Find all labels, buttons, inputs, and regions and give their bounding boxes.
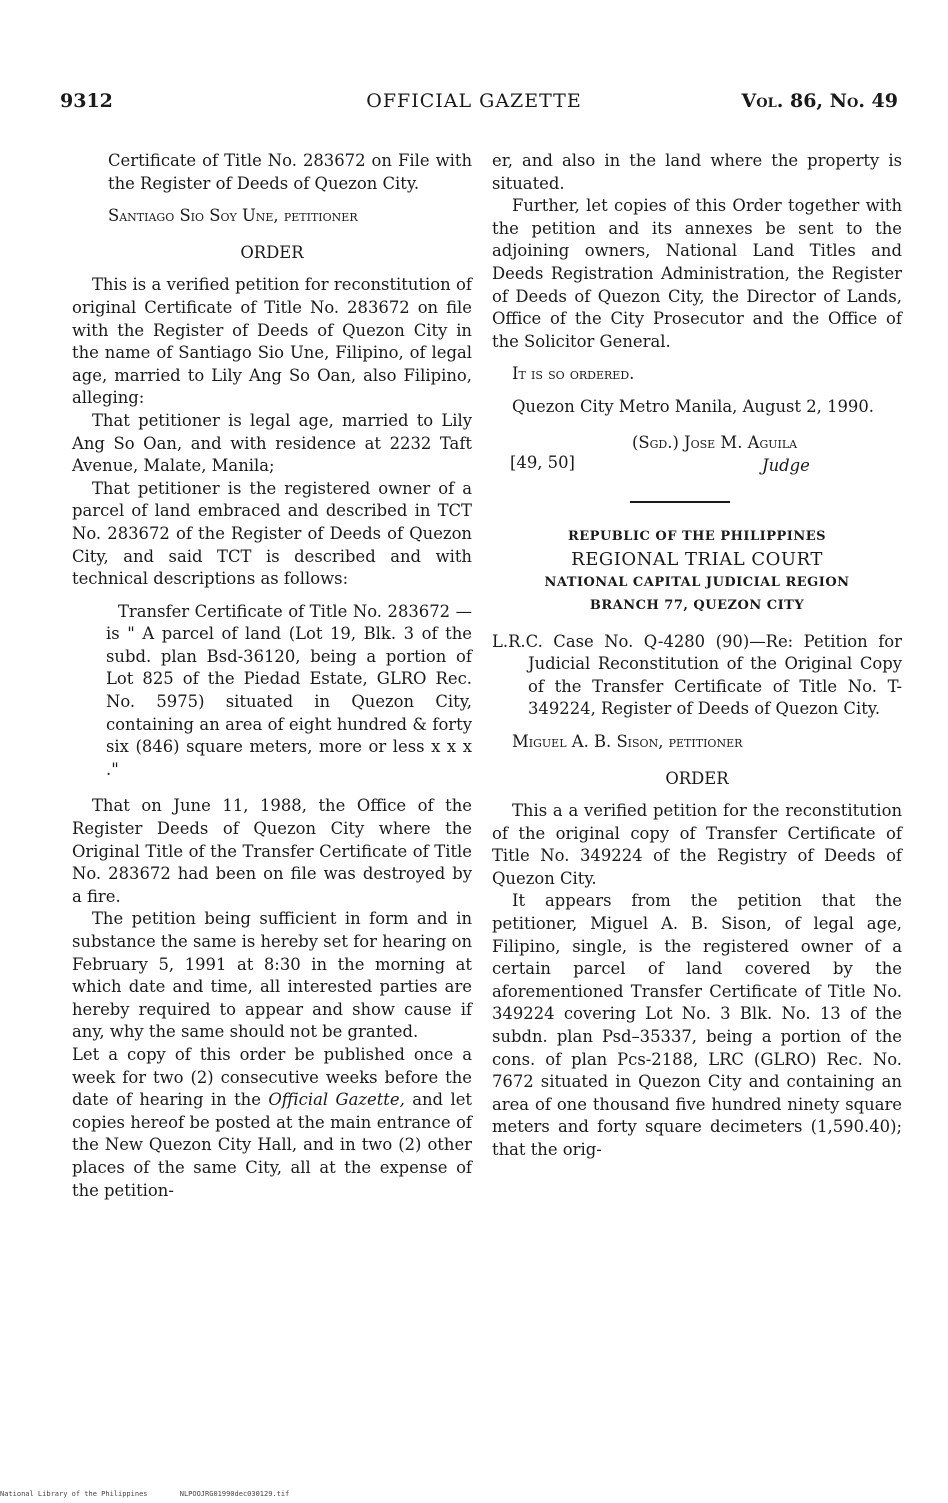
right-column xyxy=(492,150,902,1162)
continued-text: er, and also in the land where the property is situated. xyxy=(492,151,902,193)
scan-footer xyxy=(0,1490,317,1498)
left-column xyxy=(72,150,472,1202)
court-republic: REPUBLIC OF THE PHILIPPINES xyxy=(567,528,827,544)
order-heading: ORDER xyxy=(665,768,729,788)
volume-number: Vol. 86, No. 49 xyxy=(741,90,898,112)
court-branch: BRANCH 77, QUEZON CITY xyxy=(589,597,805,613)
publication-paragraph: Let a copy of this order be published once a week for two (2) consecutive weeks before the date of hearing in the Official Gazette, and let copies hereof be posted at the main entrance of the New Quezon City Hall, and in two (2) other places of the same City, all at the expense of the petition- xyxy=(72,1044,472,1200)
court-region: NATIONAL CAPITAL JUDICIAL REGION xyxy=(544,574,850,590)
section-divider xyxy=(630,501,730,503)
petitioner-line: Miguel A. B. Sison, petitioner xyxy=(512,731,743,751)
judge-title: Judge xyxy=(762,455,810,475)
order-paragraph: That on June 11, 1988, the Office of the Register Deeds of Quezon City where the Original Title of the Transfer Certificate of Title No. 283672 had been on file was destroyed by a fire. xyxy=(72,796,472,906)
petitioner-line: Santiago Sio Soy Une, petitioner xyxy=(108,206,358,226)
order-paragraph: It appears from the petition that the petitioner, Miguel A. B. Sison, of legal age, Filipino, single, is the registered owner of a certain parcel of land covered by the aforementioned Transfer Certificate of Title No. 349224 covering Lot No. 3 Blk. No. 13 of the subdn. plan Psd–35337, being a portion of the cons. of plan Pcs-2188, LRC (GLRO) Rec. No. 7672 situated in Quezon City and containing an area of one thousand five hundred ninety square meters and forty square decimeters (1,590.40); that the orig- xyxy=(492,891,902,1159)
place-date: Quezon City Metro Manila, August 2, 1990. xyxy=(512,396,874,416)
judge-signature: (Sgd.) Jose M. Aguila xyxy=(632,432,798,452)
order-paragraph: This a a verified petition for the reconstitution of the original copy of Transfer Certificate of Title No. 349224 of the Registry of Deeds of Quezon City. xyxy=(492,801,902,888)
order-paragraph: The petition being sufficient in form and in substance the same is hereby set for hearing on February 5, 1991 at 8:30 in the morning at which date and time, all interested parties are hereby required to appear and show cause if any, why the same should not be granted. xyxy=(72,909,472,1042)
order-paragraph: Further, let copies of this Order together with the petition and its annexes be sent to the adjoining owners, National Land Titles and Deeds Registration Administration, the Register of Deeds of Quezon City, the Director of Lands, Office of the City Prosecutor and the Office of the Solicitor General. xyxy=(492,196,902,351)
scan-filename: NLPOOJRG01990dec030129.tif xyxy=(179,1490,290,1498)
title-description-quote: Transfer Certificate of Title No. 283672 —is " A parcel of land (Lot 19, Blk. 3 of the subd. plan Bsd-36120, being a portion of Lot 825 of the Piedad Estate, GLRO Rec. No. 5975) situated in Quezon City, containing an area of eight hundred & forty six (846) square meters, more or less x x x ." xyxy=(106,601,472,779)
library-credit: National Library of the Philippines xyxy=(0,1490,148,1498)
signature-block xyxy=(492,433,902,481)
court-name: REGIONAL TRIAL COURT xyxy=(571,548,823,570)
order-paragraph: That petitioner is legal age, married to Lily Ang So Oan, and with residence at 2232 Taft Avenue, Malate, Manila; xyxy=(72,410,472,476)
publication-title: OFFICIAL GAZETTE xyxy=(366,90,582,112)
issue-reference: [49, 50] xyxy=(510,452,575,472)
case-title: L.R.C. Case No. Q-4280 (90)—Re: Petition for Judicial Reconstitution of the Original Copy of the Transfer Certificate of Title No. T-349224, Register of Deeds of Quezon City. xyxy=(492,631,902,719)
page-number: 9312 xyxy=(60,90,113,112)
so-ordered: It is so ordered. xyxy=(512,364,635,384)
order-heading: ORDER xyxy=(240,242,304,262)
continued-text: Certificate of Title No. 283672 on File with the Register of Deeds of Quezon City. xyxy=(108,151,472,193)
order-paragraph: This is a verified petition for reconstitution of original Certificate of Title No. 283672 on file with the Register of Deeds of Quezon City in the name of Santiago Sio Une, Filipino, of legal age, married to Lily Ang So Oan, also Filipino, alleging: xyxy=(72,275,472,408)
order-paragraph: That petitioner is the registered owner of a parcel of land embraced and described in TCT No. 283672 of the Register of Deeds of Quezon City, and said TCT is described and with technical descriptions as follows: xyxy=(72,478,472,589)
